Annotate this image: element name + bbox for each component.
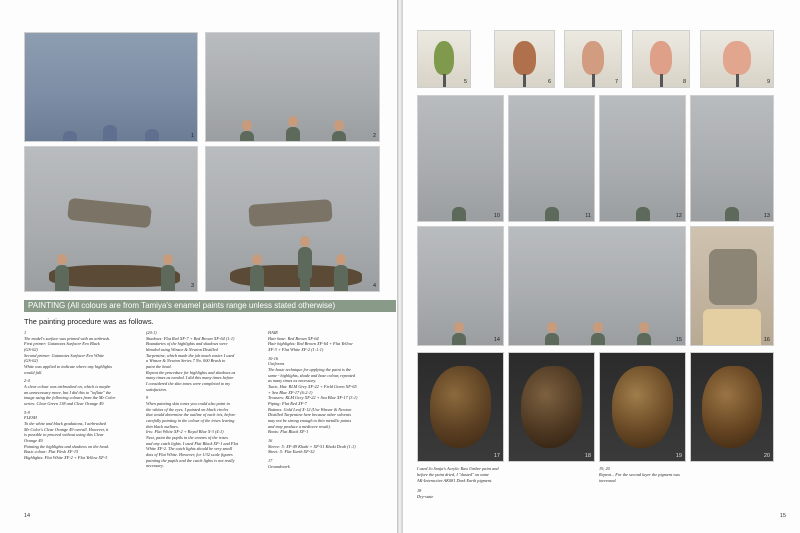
photo-11 [508,95,595,222]
photo-1 [24,32,198,142]
photo-7 [564,30,622,88]
paragraph: (20:1) Shadows: Flat Red XF-7 + Red Brown XF-64 (1:1) Boundaries of the highlights and shadows were blended using Winsor & Newton Distilled Turpentine, which made the job much easier. I used a Winsor & Newton Series 7 No. 000 Brush to paint the head. Repeat the procedure for highlights and shadows as many times as needed. I did this many times before I considered the skin tones were completed to my satisfaction. [146,330,236,392]
text-column-3 [268,330,386,472]
photo-number: 8 [682,79,686,85]
photo-4 [205,146,380,292]
photo-number: 11 [585,213,591,219]
caption-19-20: 19, 20 Repeat... For the second layer the pigment was increased. [599,466,680,483]
photo-number: 5 [463,79,467,85]
photo-number: 15 [675,337,682,343]
paragraph: 16 Sleeve: 5: XF-49 Khaki + XF-51 Khaki Drab (1:1) Sheet: 5: Flat Earth XF-52 [268,438,356,455]
photo-number: 6 [547,79,551,85]
photo-2 [205,32,380,142]
photo-number: 2 [372,133,376,139]
photo-number: 17 [493,453,500,459]
photo-number: 18 [584,453,591,459]
photo-number: 19 [675,453,682,459]
photo-number: 10 [493,213,500,219]
photo-number: 12 [675,213,682,219]
caption-18: 18 Dry-state [417,488,434,499]
paragraph: 5-9 FLESH To the white and black gradations, I airbrushed Mr Color's Clear Orange 49 overall. However, it is possible to proceed without using this Clear Orange 49. Painting the highlights and shadows on the head. Basic colour: Flat Flesh XF-15 Highlights: Flat White XF-2 + Flat Yellow XF-3 [24,409,109,461]
photo-12 [599,95,686,222]
caption-17: I used Jo Sonja's Acrylic Raw Umber paint and before the paint dried, I "dusted" on some AK-Interactive AK081 Dark Earth pigment. [417,466,499,483]
text-column-2 [146,330,266,472]
photo-number: 4 [372,283,376,289]
photo-6 [494,30,555,88]
paragraph: 2-4 A clear colour was airbrushed on, which is maybe an unnecessary move, but I did this to "inflate" the image using the following colours from the Mr Color series: Clear Green 138 and Clear Orange 49. [24,378,116,407]
photo-20 [690,352,774,462]
photo-number: 1 [190,133,194,139]
photo-15 [508,226,686,346]
page-number: 14 [24,513,31,519]
paragraph: 9 When painting skin tones you could also paint in the whites of the eyes. I painted on black circles that would determine the outline of each iris, before carefully painting in the colour of the irises leaving thin black outlines. Iris: Flat White XF-2 + Royal Blue X-3 (4:1) Next, paint the pupils in the centres of the irises and any catch lights. I used Flat Black XF-1 and Flat White XF-2. The catch lights should be very small dots of Flat White. However, for 1/32 scale figures painting the pupils and the catch lights is not really necessary. [146,395,239,469]
photo-number: 9 [766,79,770,85]
photo-5 [417,30,471,88]
banner-text: PAINTING (All colours are from Tamiya's enamel paints range unless stated otherwise) [28,301,336,310]
photo-number: 13 [763,213,770,219]
photo-number: 20 [763,453,770,459]
photo-number: 14 [493,337,500,343]
right-page [403,0,800,533]
photo-19 [599,352,686,462]
paragraph: 17 Groundwork [268,458,290,469]
photo-number: 16 [763,337,770,343]
photo-14 [417,226,504,346]
photo-16 [690,226,774,346]
intro-text: The painting procedure was as follows. [24,317,154,326]
paragraph: 10-16 Uniforms The basic technique for applying the paint is the same - highlights, shade and base colour, repeated as many times as necessary. Tunic, Hat: RLM Grey XF-22 + Field Green XF-65 + Sea Blue XF-17 (6:2:1) Trousers: RLM Grey XF-22 + Sea Blue XF-17 (3:1) Piping: Flat Red XF-7 Buttons: Gold Leaf X-12 (Use Winsor & Newton Distilled Turpentine here because other solvents may not be strong enough to thin metallic paints and may produce a mediocre result). Boots: Flat Black XF-1 [268,355,358,435]
photo-13 [690,95,774,222]
section-banner [24,300,396,312]
text-column-1 [24,330,142,464]
page-number: 15 [779,513,786,519]
photo-17 [417,352,504,462]
paragraph: 1 The model's surface was primed with an airbrush. First primer: Gaianotes Surfacer Evo Black (GS-02) Second primer: Gaianotes Surfacer Evo White (GS-02) White was applied to indicate where any highlights would fall. [24,330,113,375]
photo-8 [632,30,690,88]
photo-9 [700,30,774,88]
photo-number: 7 [614,79,618,85]
photo-number: 3 [190,283,194,289]
left-page [0,0,397,533]
photo-3 [24,146,198,292]
photo-18 [508,352,595,462]
paragraph: HAIR Hair base: Red Brown XF-64 Hair highlights: Red Brown XF-64 + Flat Yellow XF-3 + Flat White XF-2 (1:1:1) [268,330,353,353]
photo-10 [417,95,504,222]
